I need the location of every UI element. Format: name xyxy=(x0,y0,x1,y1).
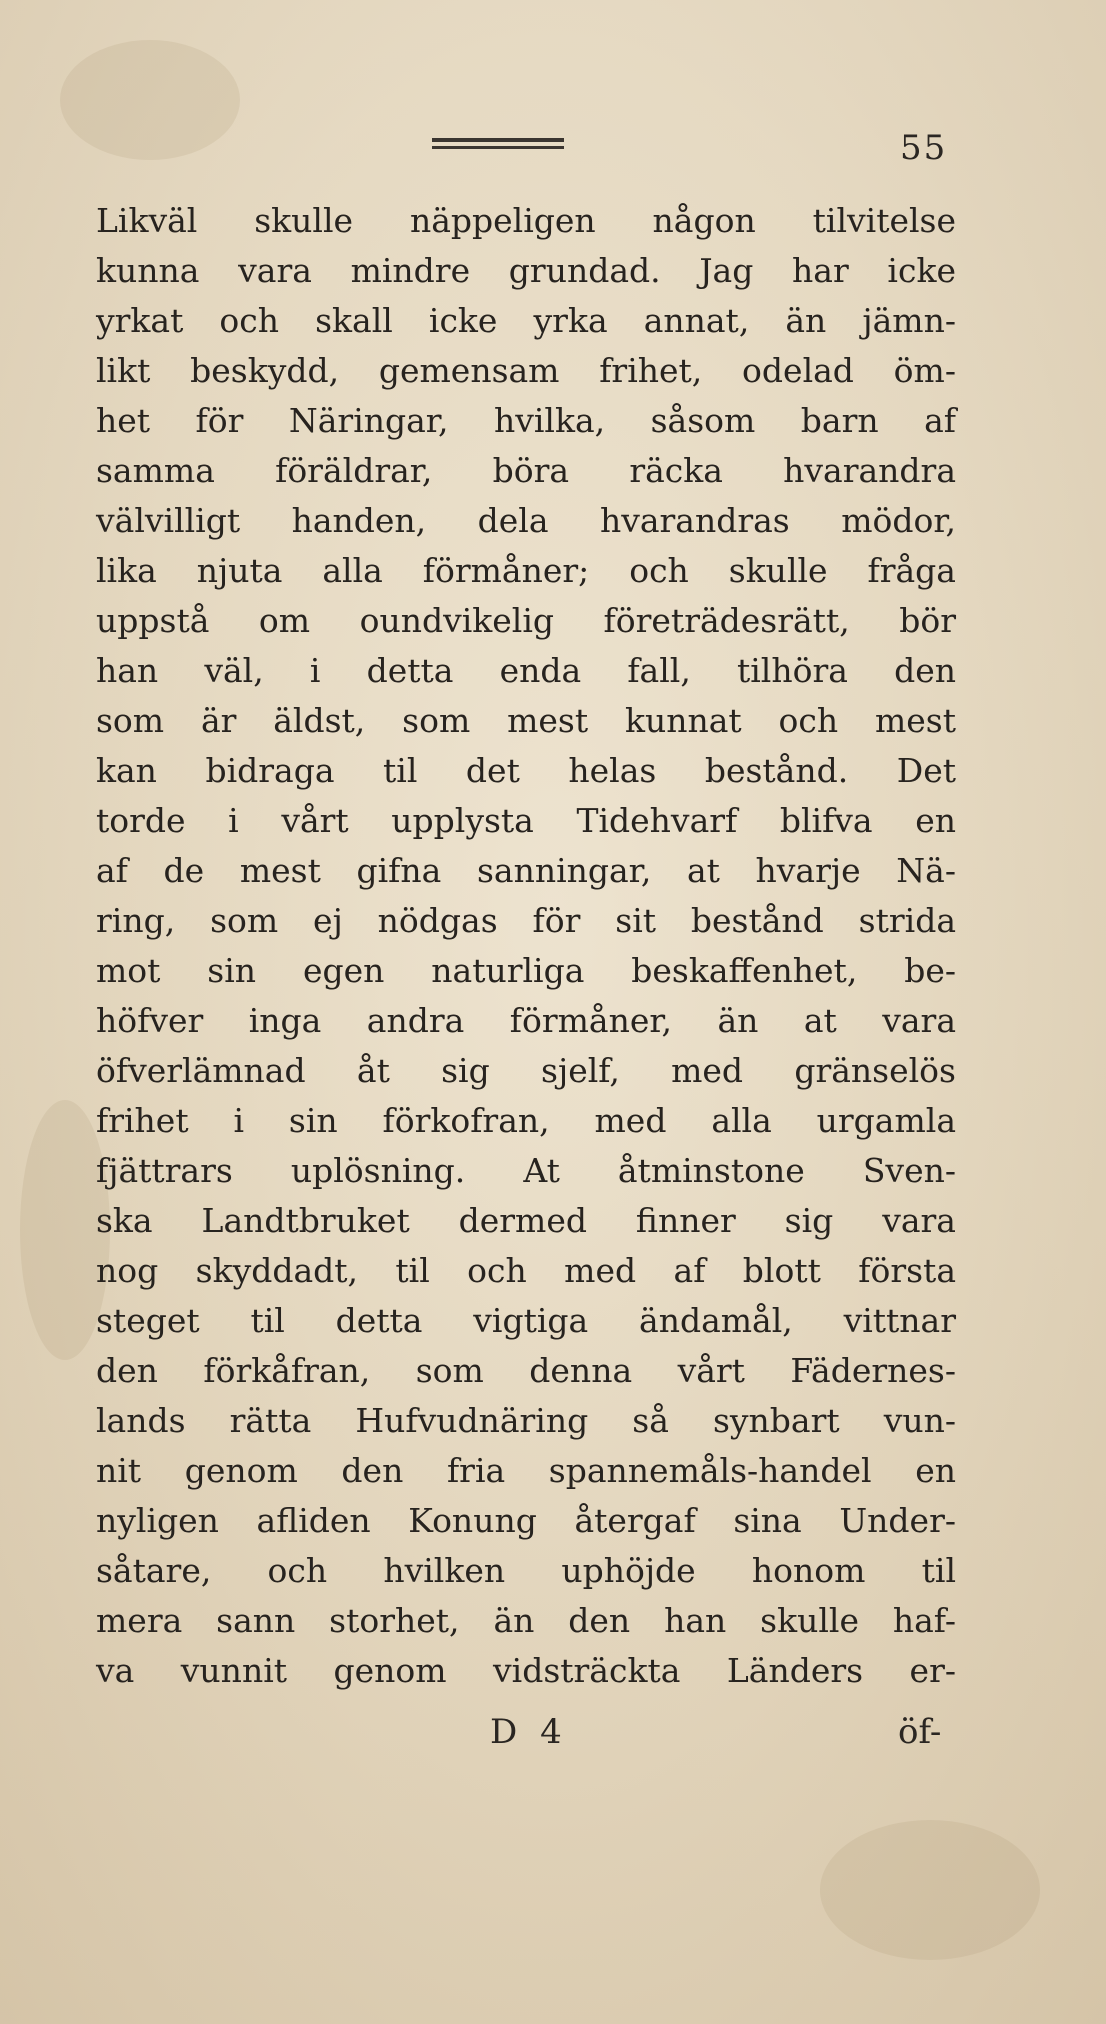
text-line: den förkåfran, som denna vårt Fädernes- xyxy=(96,1351,956,1390)
text-line: nog skyddadt, til och med af blott första xyxy=(96,1251,956,1290)
header-rule xyxy=(432,138,564,142)
body-text xyxy=(96,196,956,1696)
text-line: af de mest gifna sanningar, at hvarje Nä- xyxy=(96,851,956,890)
text-line: öfverlämnad åt sig sjelf, med gränselös xyxy=(96,1051,956,1090)
page-number: 55 xyxy=(900,128,948,168)
text-line: samma föräldrar, böra räcka hvarandra xyxy=(96,451,956,490)
header-rule-lower xyxy=(432,146,564,149)
text-line: mot sin egen naturliga beskaffenhet, be- xyxy=(96,951,956,990)
text-line: va vunnit genom vidsträckta Länders er- xyxy=(96,1651,956,1690)
text-line: han väl, i detta enda fall, tilhöra den xyxy=(96,651,956,690)
text-line: kan bidraga til det helas bestånd. Det xyxy=(96,751,956,790)
text-line: lands rätta Hufvudnäring så synbart vun- xyxy=(96,1401,956,1440)
text-line: frihet i sin förkofran, med alla urgamla xyxy=(96,1101,956,1140)
text-line: välvilligt handen, dela hvarandras mödor, xyxy=(96,501,956,540)
text-line: ring, som ej nödgas för sit bestånd strida xyxy=(96,901,956,940)
text-line: som är äldst, som mest kunnat och mest xyxy=(96,701,956,740)
text-line: nit genom den fria spannemåls-handel en xyxy=(96,1451,956,1490)
text-line: steget til detta vigtiga ändamål, vittnar xyxy=(96,1301,956,1340)
text-line: mera sann storhet, än den han skulle haf- xyxy=(96,1601,956,1640)
text-line: het för Näringar, hvilka, såsom barn af xyxy=(96,401,956,440)
text-line: lika njuta alla förmåner; och skulle fråga xyxy=(96,551,956,590)
signature-mark: D 4 xyxy=(490,1712,568,1752)
text-line: uppstå om oundvikelig företrädesrätt, bör xyxy=(96,601,956,640)
text-line: Likväl skulle näppeligen någon tilvitelse xyxy=(96,201,956,240)
text-line: ska Landtbruket dermed finner sig vara xyxy=(96,1201,956,1240)
text-line: nyligen afliden Konung återgaf sina Under- xyxy=(96,1501,956,1540)
text-line: fjättrars uplösning. At åtminstone Sven- xyxy=(96,1151,956,1190)
text-line: höfver inga andra förmåner, än at vara xyxy=(96,1001,956,1040)
catchword: öf- xyxy=(898,1712,942,1752)
text-line: såtare, och hvilken uphöjde honom til xyxy=(96,1551,956,1590)
text-line: kunna vara mindre grundad. Jag har icke xyxy=(96,251,956,290)
text-line: yrkat och skall icke yrka annat, än jämn- xyxy=(96,301,956,340)
text-line: likt beskydd, gemensam frihet, odelad öm- xyxy=(96,351,956,390)
text-line: torde i vårt upplysta Tidehvarf blifva en xyxy=(96,801,956,840)
